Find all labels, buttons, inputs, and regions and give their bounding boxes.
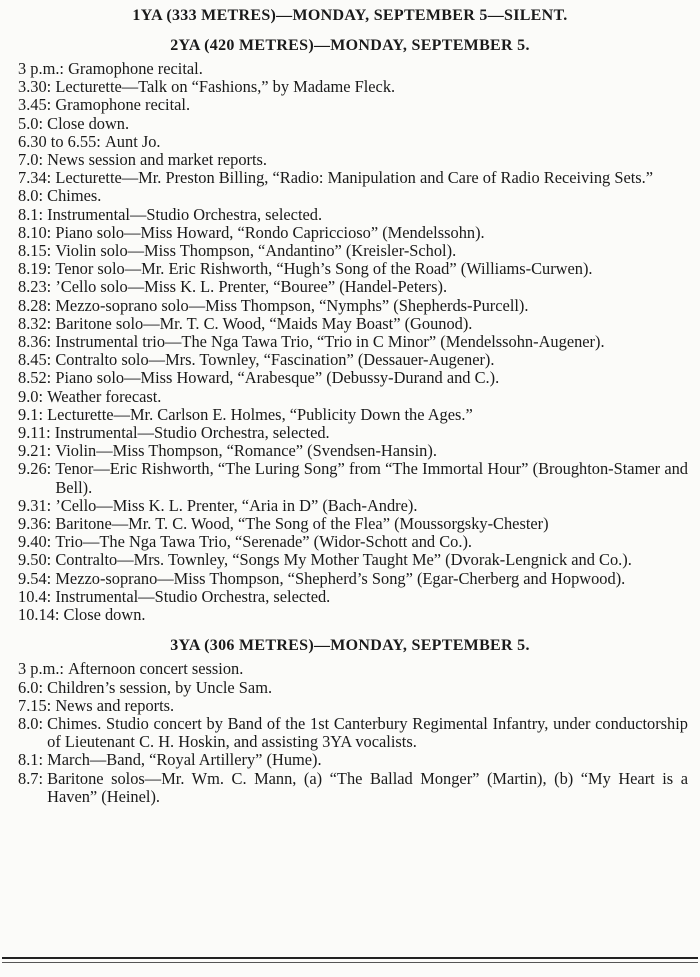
program-time: 3 p.m.: — [18, 659, 69, 679]
program-time: 8.52: — [18, 368, 56, 388]
program-item — [18, 697, 688, 715]
rule-thin — [2, 962, 698, 963]
program-item — [18, 406, 688, 424]
program-item — [18, 751, 688, 769]
program-item — [18, 169, 688, 187]
program-text: Children’s session, by Uncle Sam. — [47, 677, 273, 697]
program-item — [18, 151, 688, 169]
program-text: Afternoon concert session. — [68, 659, 244, 679]
program-time: 10.14: — [18, 605, 64, 625]
program-text: Aunt Jo. — [104, 131, 161, 151]
program-time: 8.1: — [18, 204, 48, 224]
program-3ya — [0, 660, 700, 806]
program-time: 7.0: — [18, 150, 48, 170]
program-time: 8.1: — [18, 750, 48, 770]
program-time: 9.26: — [18, 459, 56, 479]
program-text: Lecturette—Talk on “Fashions,” by Madame Fleck. — [55, 77, 396, 97]
program-text: Instrumental—Studio Orchestra, selected. — [55, 586, 331, 606]
program-text: Lecturette—Mr. Carlson E. Holmes, “Publicity Down the Ages.” — [47, 404, 473, 424]
program-time: 3 p.m.: — [18, 59, 69, 78]
program-time: 3.30: — [18, 77, 56, 97]
program-time: 9.40: — [18, 532, 56, 552]
heading-2ya: 2YA (420 METRES)—MONDAY, SEPTEMBER 5. — [170, 37, 530, 54]
program-text: Violin solo—Miss Thompson, “Andantino” (Kreisler-Schol). — [55, 241, 457, 261]
program-time: 8.19: — [18, 259, 56, 279]
program-text: Chimes. — [47, 186, 102, 206]
program-text: Weather forecast. — [47, 386, 162, 406]
program-time: 8.0: — [18, 186, 48, 206]
program-item — [18, 333, 688, 351]
program-item — [18, 551, 688, 569]
heading-1ya: 1YA (333 METRES)—MONDAY, SEPTEMBER 5—SILENT. — [132, 7, 568, 24]
program-time: 8.32: — [18, 313, 56, 333]
program-item — [18, 497, 688, 515]
program-item — [18, 515, 688, 533]
rule-thick — [2, 957, 698, 959]
program-item — [18, 351, 688, 369]
program-item — [18, 442, 688, 460]
program-time: 9.21: — [18, 441, 56, 461]
program-time: 9.11: — [18, 423, 55, 443]
program-time: 9.0: — [18, 386, 48, 406]
program-item — [18, 278, 688, 296]
program-text: Baritone—Mr. T. C. Wood, “The Song of the Flea” (Moussorgsky-Chester) — [55, 514, 549, 534]
program-item — [18, 315, 688, 333]
program-text: Instrumental—Studio Orchestra, selected. — [54, 423, 330, 443]
program-item — [18, 770, 688, 806]
program-text: Baritone solos—Mr. Wm. C. Mann, (a) “The Ballad Monger” (Martin), (b) “My Heart is a Haven” (Heinel). — [47, 768, 688, 806]
program-item — [18, 206, 688, 224]
program-item — [18, 78, 688, 96]
program-item — [18, 388, 688, 406]
program-item — [18, 242, 688, 260]
program-text: News session and market reports. — [47, 150, 267, 170]
program-text: March—Band, “Royal Artillery” (Hume). — [47, 750, 322, 770]
program-text: Chimes. Studio concert by Band of the 1st Canterbury Regimental Infantry, under conductorship of Lieutenant C. H. Hoskin, and assisting 3YA vocalists. — [47, 713, 688, 752]
program-text: Mezzo-soprano—Miss Thompson, “Shepherd’s Song” (Egar-Cherberg and Hopwood). — [55, 568, 626, 588]
program-time: 8.45: — [18, 350, 56, 370]
program-text: Contralto solo—Mrs. Townley, “Fascination” (Dessauer-Augener). — [55, 350, 495, 370]
heading-3ya: 3YA (306 METRES)—MONDAY, SEPTEMBER 5. — [170, 637, 530, 655]
bottom-rule — [0, 957, 700, 963]
program-time: 8.28: — [18, 295, 56, 315]
program-text: ’Cello—Miss K. L. Prenter, “Aria in D” (Bach-Andre). — [55, 495, 418, 515]
program-text: Trio—The Nga Tawa Trio, “Serenade” (Widor-Schott and Co.). — [55, 532, 473, 552]
program-text: Piano solo—Miss Howard, “Arabesque” (Debussy-Durand and C.). — [55, 368, 500, 388]
program-text: Close down. — [63, 605, 146, 625]
program-item — [18, 369, 688, 387]
program-item — [18, 715, 688, 751]
program-time: 9.50: — [18, 550, 56, 570]
program-time: 9.54: — [18, 568, 56, 588]
program-text: Instrumental—Studio Orchestra, selected. — [47, 204, 323, 224]
program-item — [18, 115, 688, 133]
program-time: 5.0: — [18, 113, 48, 133]
program-text: Baritone solo—Mr. T. C. Wood, “Maids May Boast” (Gounod). — [55, 313, 473, 333]
program-item — [18, 133, 688, 151]
program-item — [18, 260, 688, 278]
program-time: 8.0: — [18, 713, 48, 733]
program-time: 3.45: — [18, 95, 56, 115]
program-item — [18, 570, 688, 588]
program-text: Gramophone recital. — [68, 59, 203, 78]
program-item — [18, 460, 688, 496]
program-2ya — [0, 60, 700, 624]
program-text: Gramophone recital. — [55, 95, 191, 115]
program-time: 9.36: — [18, 514, 56, 534]
program-item — [18, 424, 688, 442]
program-time: 7.15: — [18, 695, 56, 715]
program-item — [18, 679, 688, 697]
program-text: Lecturette—Mr. Preston Billing, “Radio: Manipulation and Care of Radio Receiving Sets.” — [55, 168, 654, 188]
program-time: 8.10: — [18, 222, 56, 242]
program-text: Piano solo—Miss Howard, “Rondo Capriccioso” (Mendelssohn). — [55, 222, 485, 242]
program-time: 6.0: — [18, 677, 48, 697]
program-item — [18, 96, 688, 114]
program-text: Violin—Miss Thompson, “Romance” (Svendsen-Hansin). — [55, 441, 437, 461]
program-time: 8.15: — [18, 241, 56, 261]
program-text: ’Cello solo—Miss K. L. Prenter, “Bouree” (Handel-Peters). — [55, 277, 448, 297]
program-item — [18, 187, 688, 205]
program-time: 10.4: — [18, 586, 56, 606]
program-time: 8.23: — [18, 277, 56, 297]
program-text: News and reports. — [55, 695, 175, 715]
program-item — [18, 606, 688, 624]
program-time: 8.7: — [18, 768, 48, 788]
program-time: 7.34: — [18, 168, 56, 188]
program-item — [18, 297, 688, 315]
program-item — [18, 224, 688, 242]
program-text: Tenor solo—Mr. Eric Rishworth, “Hugh’s Song of the Road” (Williams-Curwen). — [55, 259, 593, 279]
program-text: Mezzo-soprano solo—Miss Thompson, “Nymphs” (Shepherds-Purcell). — [55, 295, 529, 315]
program-time: 9.31: — [18, 495, 56, 515]
program-time: 6.30 to 6.55: — [18, 131, 105, 151]
program-item — [18, 60, 688, 78]
program-text: Contralto—Mrs. Townley, “Songs My Mother Taught Me” (Dvorak-Lengnick and Co.). — [55, 550, 632, 570]
program-text: Close down. — [47, 113, 130, 133]
program-text: Tenor—Eric Rishworth, “The Luring Song” from “The Immortal Hour” (Broughton-Stamer and Bell). — [55, 459, 688, 497]
program-text: Instrumental trio—The Nga Tawa Trio, “Trio in C Minor” (Mendelssohn-Augener). — [55, 332, 605, 352]
program-time: 8.36: — [18, 332, 56, 352]
program-time: 9.1: — [18, 404, 48, 424]
program-item — [18, 533, 688, 551]
program-item — [18, 588, 688, 606]
program-item — [18, 660, 688, 678]
